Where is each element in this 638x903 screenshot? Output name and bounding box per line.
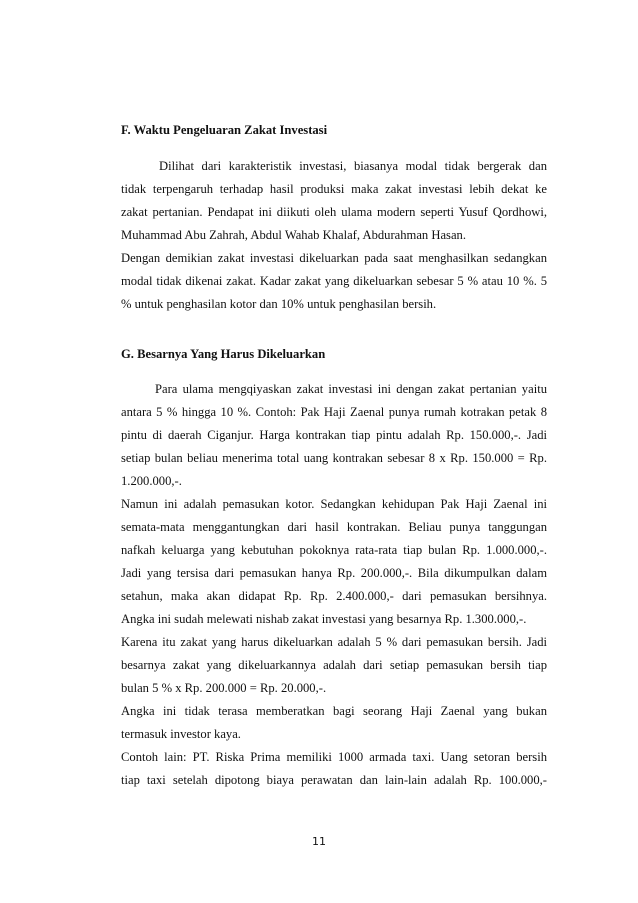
paragraph-line: 1.200.000,-. [121,474,182,488]
paragraph-line: semata-mata menggantungkan dari hasil kontrakan. Beliau punya tanggungan [121,520,547,534]
paragraph-line: Contoh lain: PT. Riska Prima memiliki 1000 armada taxi. Uang setoran bersih [121,750,547,764]
section-g-heading: G. Besarnya Yang Harus Dikeluarkan [121,347,326,361]
paragraph-line: Dilihat dari karakteristik investasi, biasanya modal tidak bergerak dan [159,159,547,173]
section-g-body [121,378,547,792]
paragraph-line: bulan 5 % x Rp. 200.000 = Rp. 20.000,-. [121,681,327,695]
paragraph-line: Karena itu zakat yang harus dikeluarkan adalah 5 % dari pemasukan bersih. Jadi [121,635,547,649]
paragraph-line: tidak terpengaruh terhadap hasil produksi maka zakat investasi lebih dekat ke [121,182,547,196]
page-number: 11 [312,835,326,848]
section-f-heading-block [121,123,547,138]
paragraph-line: Jadi yang tersisa dari pemasukan hanya Rp. 200.000,-. Bila dikumpulkan dalam [121,566,547,580]
paragraph-line: setiap bulan beliau menerima total uang kontrakan sebesar 8 x Rp. 150.000 = Rp. [121,451,547,465]
paragraph-line: zakat pertanian. Pendapat ini diikuti oleh ulama modern seperti Yusuf Qordhowi, [121,205,547,219]
paragraph-line: Para ulama mengqiyaskan zakat investasi ini dengan zakat pertanian yaitu [155,382,547,396]
paragraph-line: nafkah keluarga yang kebutuhan pokoknya rata-rata tiap bulan Rp. 1.000.000,-. [121,543,547,557]
paragraph-line: Muhammad Abu Zahrah, Abdul Wahab Khalaf, Abdurahman Hasan. [121,228,466,242]
paragraph-line: Dengan demikian zakat investasi dikeluarkan pada saat menghasilkan sedangkan [121,251,547,265]
paragraph-line: modal tidak dikenai zakat. Kadar zakat yang dikeluarkan sebesar 5 % atau 10 %. 5 [121,274,547,288]
paragraph-line: tiap taxi setelah dipotong biaya perawatan dan lain-lain adalah Rp. 100.000,- [121,773,547,787]
paragraph-line: pintu di daerah Ciganjur. Harga kontrakan tiap pintu adalah Rp. 150.000,-. Jadi [121,428,547,442]
paragraph-line: besarnya zakat yang dikeluarkannya adalah dari setiap pemasukan bersih tiap [121,658,547,672]
section-g-heading-block [121,347,547,362]
paragraph-line: Angka ini tidak terasa memberatkan bagi seorang Haji Zaenal yang bukan [121,704,547,718]
paragraph-line: antara 5 % hingga 10 %. Contoh: Pak Haji Zaenal punya rumah kotrakan petak 8 [121,405,547,419]
paragraph-line: termasuk investor kaya. [121,727,241,741]
paragraph-line: Namun ini adalah pemasukan kotor. Sedangkan kehidupan Pak Haji Zaenal ini [121,497,547,511]
section-f-heading: F. Waktu Pengeluaran Zakat Investasi [121,123,328,137]
paragraph-line: setahun, maka akan didapat Rp. Rp. 2.400.000,- dari pemasukan bersihnya. [121,589,547,603]
section-f-body [121,155,547,316]
paragraph-line: % untuk penghasilan kotor dan 10% untuk penghasilan bersih. [121,297,437,311]
paragraph-line: Angka ini sudah melewati nishab zakat investasi yang besarnya Rp. 1.300.000,-. [121,612,527,626]
